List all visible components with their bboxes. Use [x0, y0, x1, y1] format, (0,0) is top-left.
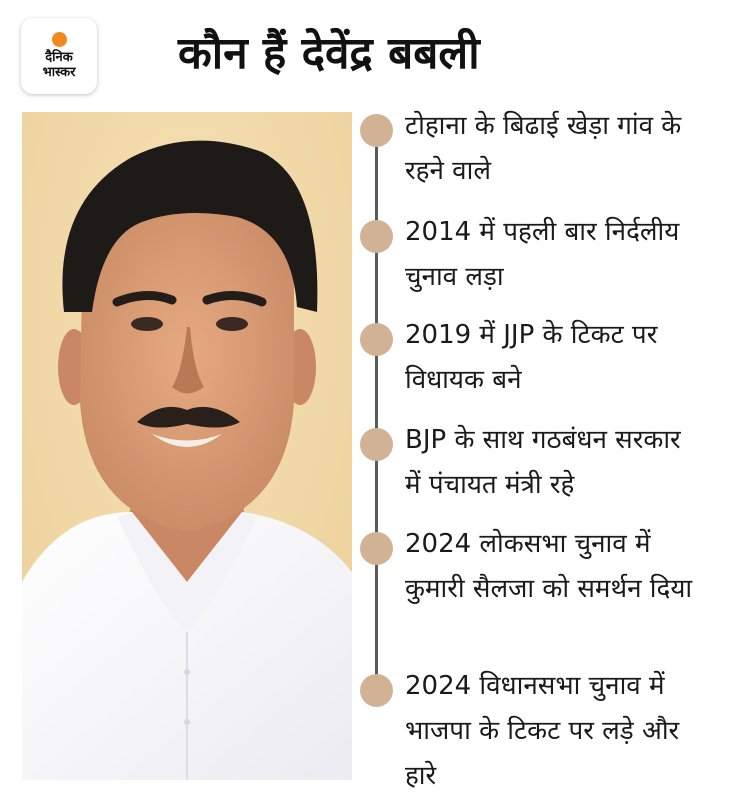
portrait-photo: [22, 112, 352, 780]
timeline-dot: [360, 532, 393, 565]
page-title: कौन हैं देवेंद्र बबली: [178, 28, 480, 79]
timeline-item-text: टोहाना के बिढाई खेड़ा गांव के रहने वाले: [405, 111, 682, 186]
timeline-line: [375, 126, 378, 686]
timeline-item-text: 2024 विधानसभा चुनाव में भाजपा के टिकट पर लड़े और हारे: [405, 671, 680, 791]
timeline-dot: [360, 674, 393, 707]
timeline-item-text: 2014 में पहली बार निर्दलीय चुनाव लड़ा: [405, 217, 680, 292]
dainik-bhaskar-logo: [21, 18, 97, 94]
logo-text-line1: दैनिक: [45, 50, 73, 65]
timeline-item-text: BJP के साथ गठबंधन सरकार में पंचायत मंत्री रहे: [405, 425, 681, 500]
sun-icon: [52, 32, 67, 47]
timeline-item-text: 2019 में JJP के टिकट पर विधायक बने: [405, 320, 658, 395]
timeline-dot: [360, 323, 393, 356]
timeline-dot: [360, 220, 393, 253]
timeline-item-text: 2024 लोकसभा चुनाव में कुमारी सैलजा को समर्थन दिया: [405, 529, 693, 604]
timeline-dot: [360, 114, 393, 147]
logo-text-line2: भास्कर: [42, 65, 76, 80]
timeline-dot: [360, 428, 393, 461]
